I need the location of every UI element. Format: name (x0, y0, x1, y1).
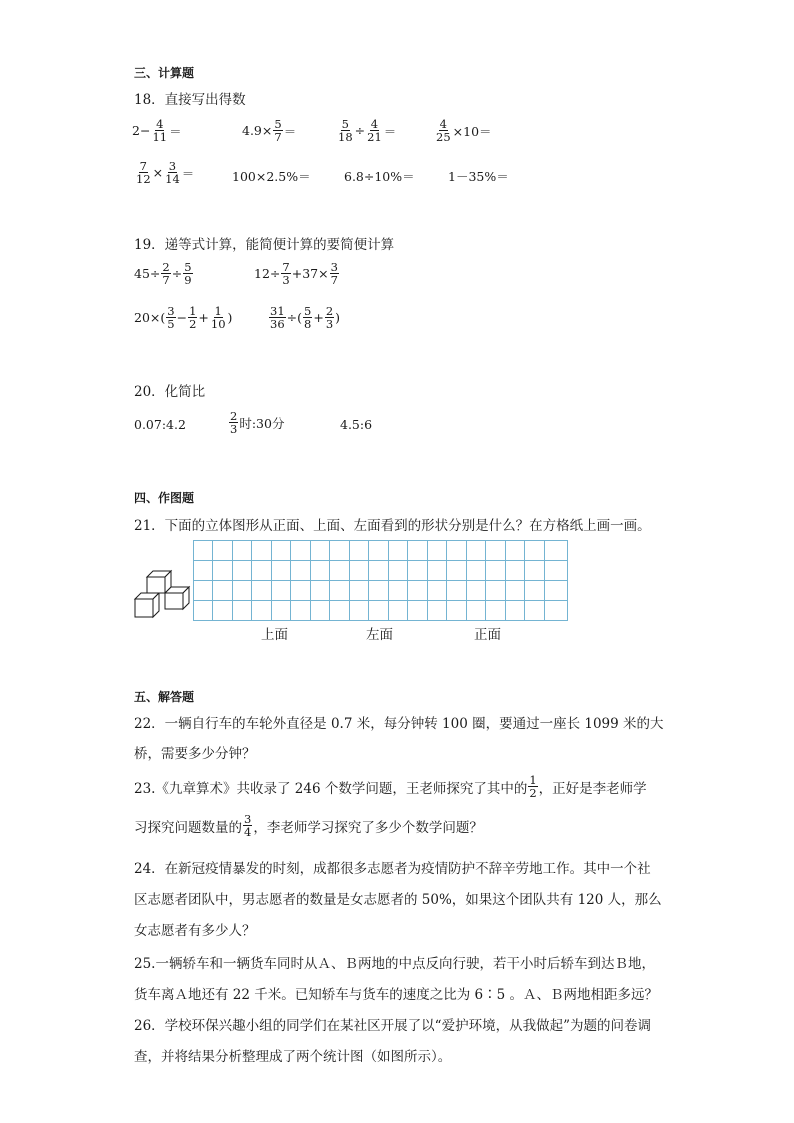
section-5-title: 五、解答题 (134, 690, 195, 704)
q19-expr-3: 20×( $\frac{3}{5}$ − $\frac{1}{2}$ + $\frac{1}{10}$ ) (134, 304, 233, 332)
q20-expr-2: $\frac{2}{3}$ 时:30分 (230, 409, 285, 437)
q23-line-2: 习探究问题数量的 $\frac{3}{4}$ ，李老师学习探究了多少个数学问题？ (134, 812, 483, 840)
grid-label-left: 左面 (366, 627, 393, 643)
q18-expr-1: 2− $\frac{4}{11}$ ＝ (132, 117, 182, 145)
q22-line-1: 22．一辆自行车的车轮外直径是 0.7 米，每分钟转 100 圈，要通过一座长 1099 米的大 (134, 716, 664, 732)
q18-expr-7: 6.8÷10%＝ (344, 169, 415, 184)
q18-expr-5: $\frac{7}{12}$ × $\frac{3}{14}$ ＝ (136, 159, 195, 187)
q24-line-3: 女志愿者有多少人？ (134, 923, 256, 939)
q25-line-2: 货车离Ａ地还有 22 千米。已知轿车与货车的速度之比为 6∶5 。Ａ、Ｂ两地相距多远？ (134, 987, 659, 1003)
q19-expr-2: 12÷ $\frac{7}{3}$ +37× $\frac{3}{7}$ (254, 260, 338, 288)
q19-expr-4: $\frac{31}{36}$ ÷( $\frac{5}{8}$ + $\frac{2}{3}$ ) (270, 304, 341, 332)
q19-title: 19．递等式计算，能简便计算的要简便计算 (134, 237, 395, 253)
q19-expr-1: 45÷ $\frac{2}{7}$ ÷ $\frac{5}{9}$ (134, 260, 192, 288)
q20-expr-1: 0.07:4.2 (134, 417, 186, 432)
q18-title: 18．直接写出得数 (134, 92, 246, 108)
q18-expr-2: 4.9× $\frac{5}{7}$ ＝ (242, 117, 297, 145)
q18-expr-6: 100×2.5%＝ (232, 169, 311, 184)
section-4-title: 四、作图题 (134, 491, 195, 505)
q23-line-1: 23.《九章算术》共收录了 246 个数学问题，王老师探究了其中的 $\frac{1}{2}$ ，正好是李老师学 (134, 773, 647, 801)
grid-label-front: 正面 (474, 627, 501, 643)
q26-line-2: 查，并将结果分析整理成了两个统计图（如图所示）。 (134, 1049, 452, 1065)
grid-paper[interactable] (193, 540, 569, 622)
q18-expr-3: $\frac{5}{18}$ ÷ $\frac{4}{21}$ ＝ (338, 117, 397, 145)
q20-expr-3: 4.5:6 (340, 417, 373, 432)
section-3-title: 三、计算题 (134, 66, 195, 80)
cube-stack-figure (133, 569, 191, 621)
q26-line-1: 26．学校环保兴趣小组的同学们在某社区开展了以“爱护环境，从我做起”为题的问卷调 (134, 1018, 651, 1034)
grid-label-top: 上面 (261, 627, 288, 643)
q24-line-2: 区志愿者团队中，男志愿者的数量是女志愿者的 50%，如果这个团队共有 120 人，那么 (134, 892, 662, 908)
q21-title: 21．下面的立体图形从正面、上面、左面看到的形状分别是什么？在方格纸上画一画。 (134, 518, 651, 534)
q22-line-2: 桥，需要多少分钟？ (134, 746, 256, 762)
q25-line-1: 25.一辆轿车和一辆货车同时从Ａ、Ｂ两地的中点反向行驶，若干小时后轿车到达Ｂ地， (134, 956, 655, 972)
q24-line-1: 24．在新冠疫情暴发的时刻，成都很多志愿者为疫情防护不辞辛劳地工作。其中一个社 (134, 861, 651, 877)
q18-expr-8: 1－35%＝ (448, 169, 509, 184)
q20-title: 20．化简比 (134, 384, 206, 400)
q18-expr-4: $\frac{4}{25}$ ×10＝ (436, 117, 492, 145)
